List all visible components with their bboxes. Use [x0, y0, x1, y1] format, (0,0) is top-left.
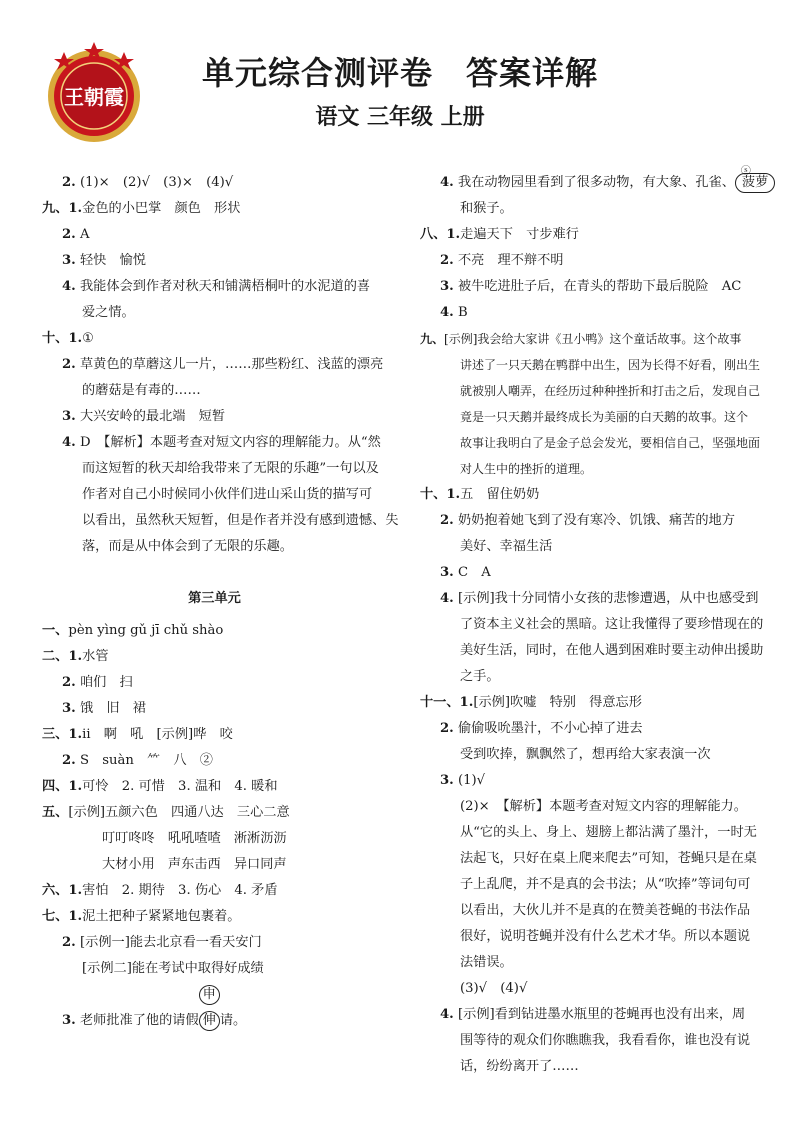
answer-line: 七、1.泥土把种子紧紧地包裹着。 [42, 909, 241, 924]
answer-line: 大材小用 声东击西 异口同声 [102, 857, 287, 872]
answer-line: 2. 奶奶抱着她飞到了没有寒冷、饥饿、痛苦的地方 [440, 513, 735, 528]
answer-line: 之手。 [460, 669, 500, 684]
answer-line: 3. 轻快 愉悦 [62, 253, 146, 268]
answer-line: 而这短暂的秋天却给我带来了无限的乐趣”一句以及 [82, 461, 379, 476]
page-subtitle: 语文 三年级 上册 [315, 105, 485, 130]
answer-line: 和猴子。 [460, 201, 513, 216]
answer-line: 法起飞，只好在桌上爬来爬去”可知，苍蝇只是在桌 [460, 851, 757, 866]
answer-line: 4. [示例]看到钻进墨水瓶里的苍蝇再也没有出来，周 [440, 1007, 746, 1022]
answer-line: 竟是一只天鹅并最终成长为美丽的白天鹅的故事。这个 [460, 410, 749, 424]
answer-line: 2. A [62, 227, 90, 242]
correction-char: 申 [199, 985, 220, 1005]
correction-mark [735, 166, 775, 190]
answer-line: 三、1.ⅱ 啊 吼 [示例]哗 咬 [42, 727, 233, 742]
answer-line: 讲述了一只天鹅在鸭群中出生，因为长得不好看，刚出生 [460, 358, 761, 372]
answer-line: 十一、1.[示例]吹嘘 特别 得意忘形 [420, 695, 642, 710]
answer-line: 子上乱爬，并不是真的会书法；从“吹捧”等词句可 [460, 877, 751, 892]
answer-line: 3. 被牛吃进肚子后，在青头的帮助下最后脱险 AC [440, 279, 742, 294]
answer-line: 九、[示例]我会给大家讲《丑小鸭》这个童话故事。这个故事 [420, 332, 742, 346]
answer-line: 的蘑菇是有毒的…… [82, 383, 201, 398]
answer-line: 很好，说明苍蝇并没有什么艺术才华。所以本题说 [460, 929, 751, 944]
answer-line: 2. (1)× (2)√ (3)× (4)√ [62, 175, 234, 190]
answer-line: 十、1.五 留住奶奶 [420, 487, 540, 502]
answer-line: 叮叮咚咚 吼吼喳喳 淅淅沥沥 [102, 831, 287, 846]
answer-line: 美好、幸福生活 [460, 539, 553, 554]
answer-line: 从“它的头上、身上、翅膀上都沾满了墨汁，一时无 [460, 825, 757, 840]
correction-mark [199, 987, 220, 1028]
right-column [420, 166, 770, 1080]
answer-line: 2. 咱们 扫 [62, 675, 133, 690]
answer-line: 以看出，虽然秋天短暂，但是作者并没有感到遗憾、失 [82, 513, 399, 528]
section-title: 第三单元 [188, 591, 241, 606]
answer-line: 故事让我明白了是金子总会发光，要相信自己，坚强地面 [460, 436, 761, 450]
answer-line: 一、pèn yìng gǔ jī chǔ shào [42, 623, 224, 638]
answer-line: 话，纷纷离开了…… [460, 1059, 579, 1074]
answer-line: 2. 不亮 理不辩不明 [440, 253, 564, 268]
logo-text: 王朝霞 [64, 85, 124, 109]
answer-line: 4. [示例]我十分同情小女孩的悲惨遭遇，从中也感受到 [440, 591, 759, 606]
left-column [42, 170, 399, 1034]
answer-line: 3. 大兴安岭的最北端 短暂 [62, 409, 226, 424]
answer-line: 2. 草黄色的草蘑这儿一片，……那些粉红、浅蓝的漂亮 [62, 357, 384, 372]
answer-line: [示例二]能在考试中取得好成绩 [82, 961, 264, 976]
answer-line: 爱之情。 [82, 305, 135, 320]
page-title: 单元综合测评卷 答案详解 [201, 54, 598, 92]
answer-line: 九、1.金色的小巴掌 颜色 形状 [42, 201, 241, 216]
circled-wrong-char: 伸 [199, 1011, 220, 1031]
answer-line: 4. 我在动物园里看到了很多动物，有大象、孔雀、 菠萝 ⓢ [420, 170, 770, 196]
answer-line: 四、1.可怜 2. 可惜 3. 温和 4. 暖和 [42, 779, 278, 794]
answer-line: 2. 偷偷吸吮墨汁，不小心掉了进去 [440, 721, 643, 736]
answer-line: 五、[示例]五颜六色 四通八达 三心二意 [42, 805, 290, 820]
answer-line: 3. (1)√ [440, 773, 486, 788]
answer-line: 法错误。 [460, 955, 513, 970]
answer-line: 美好生活，同时，在他人遇到困难时要主动伸出援助 [460, 643, 764, 658]
answer-line: 就被别人嘲弄，在经历过种种挫折和打击之后，发现自己 [460, 384, 761, 398]
answer-line: (2)× 【解析】本题考查对短文内容的理解能力。 [460, 799, 747, 814]
answer-line: 以看出，大伙儿并不是真的在赞美苍蝇的书法作品 [460, 903, 751, 918]
answer-line: 3. 饿 旧 裙 [62, 701, 146, 716]
answer-line: (3)√ (4)√ [460, 981, 528, 996]
answer-line: 4. D 【解析】本题考查对短文内容的理解能力。从“然 [62, 435, 381, 450]
answer-line: 3. C A [440, 565, 491, 580]
answer-line: 4. 我能体会到作者对秋天和铺满梧桐叶的水泥道的喜 [62, 279, 371, 294]
answer-line: 围等待的观众们你瞧瞧我，我看看你，谁也没有说 [460, 1033, 751, 1048]
answer-line: 十、1.① [42, 331, 94, 346]
answer-line: 2. [示例一]能去北京看一看天安门 [62, 935, 262, 950]
answer-line: 4. B [440, 305, 468, 320]
answer-line: 二、1.水管 [42, 649, 109, 664]
insert-mark: ⓢ [740, 166, 751, 177]
answer-line: 八、1.走遍天下 寸步难行 [420, 227, 579, 242]
answer-line: 作者对自己小时候同小伙伴们进山采山货的描写可 [82, 487, 373, 502]
answer-line: 2. S suàn ⺮ 八 ② [62, 753, 213, 768]
answer-line: 了资本主义社会的黑暗。这让我懂得了要珍惜现在的 [460, 617, 764, 632]
answer-line: 3. 老师批准了他的请假 伸 申 请。 [42, 1008, 387, 1034]
answer-line: 受到吹捧，飘飘然了，想再给大家表演一次 [460, 747, 711, 762]
answer-line: 落，而是从中体会到了无限的乐趣。 [82, 539, 293, 554]
circled-wrong-word: 菠萝 [735, 173, 775, 193]
answer-line: 六、1.害怕 2. 期待 3. 伤心 4. 矛盾 [42, 883, 278, 898]
answer-line: 对人生中的挫折的道理。 [460, 462, 593, 476]
